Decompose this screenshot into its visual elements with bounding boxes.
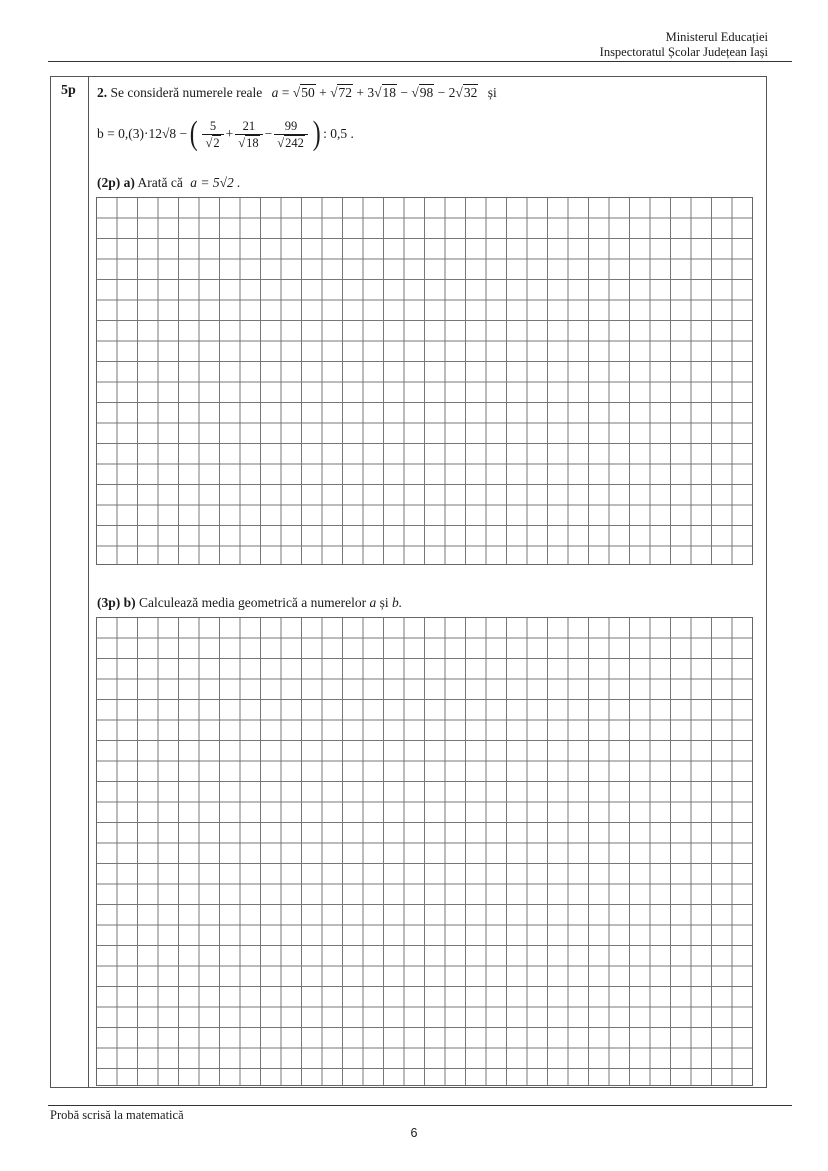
header-ministry: Ministerul Educației <box>665 30 768 44</box>
part-b-var1: a <box>369 595 377 610</box>
header-inspectorate: Inspectoratul Școlar Județean Iași <box>599 45 768 59</box>
part-a-prompt <box>97 175 241 191</box>
header-divider <box>48 61 792 62</box>
part-b-var2: b. <box>392 595 403 610</box>
fraction-3-numerator: 99 <box>284 118 298 133</box>
points-column-divider <box>88 76 89 1088</box>
fraction-1-denominator: 2 <box>213 135 220 150</box>
answer-grid-a[interactable] <box>96 197 753 565</box>
part-a-formula: a = 5√2 . <box>190 175 241 190</box>
fraction-2-denominator: 18 <box>246 135 259 150</box>
exercise-intro: Se consideră numerele reale <box>110 85 263 100</box>
part-b-text: Calculează media geometrică a numerelor <box>139 595 367 610</box>
part-b-prompt <box>97 595 402 611</box>
formula-a: a = √50 + √72 + 3√18 − √98 − 2√32 <box>271 85 478 100</box>
fraction-1: $\frac{5}{√2}$ <box>202 119 223 150</box>
part-a-text: Arată că <box>137 175 183 190</box>
formula-b-prefix: b = 0,(3)·12√8 − <box>97 126 188 141</box>
footer-exam-title: Probă scrisă la matematică <box>50 1108 184 1122</box>
fraction-2: $\frac{21}{√18}$ <box>235 119 262 150</box>
page-header <box>600 30 768 60</box>
page-number: 6 <box>410 1126 418 1140</box>
exercise-number: 2. <box>97 85 108 100</box>
fraction-2-numerator: 21 <box>242 118 256 133</box>
fraction-3-denominator: 242 <box>285 135 304 150</box>
formula-b-suffix: : 0,5 . <box>323 126 354 141</box>
part-b-letter: b) <box>123 595 136 610</box>
part-a-letter: a) <box>123 175 135 190</box>
exercise-points: 5p <box>61 83 76 98</box>
part-b-and: și <box>379 595 389 610</box>
exercise-statement <box>97 85 497 101</box>
part-a-points: (2p) <box>97 175 121 190</box>
formula-b: b = 0,(3)·12√8 − ( $\frac{5}{√2}$ + $\frac{21}{√18}$ − $\frac{99}{√242}$ ) : 0,5 . <box>97 115 354 152</box>
footer-divider <box>48 1105 792 1106</box>
part-b-points: (3p) <box>97 595 121 610</box>
conjunction: și <box>487 85 497 100</box>
answer-grid-b[interactable] <box>96 617 753 1086</box>
fraction-1-numerator: 5 <box>209 118 217 133</box>
left-paren: ( <box>189 115 198 152</box>
right-paren: ) <box>312 115 321 152</box>
fraction-3: $\frac{99}{√242}$ <box>274 119 308 150</box>
